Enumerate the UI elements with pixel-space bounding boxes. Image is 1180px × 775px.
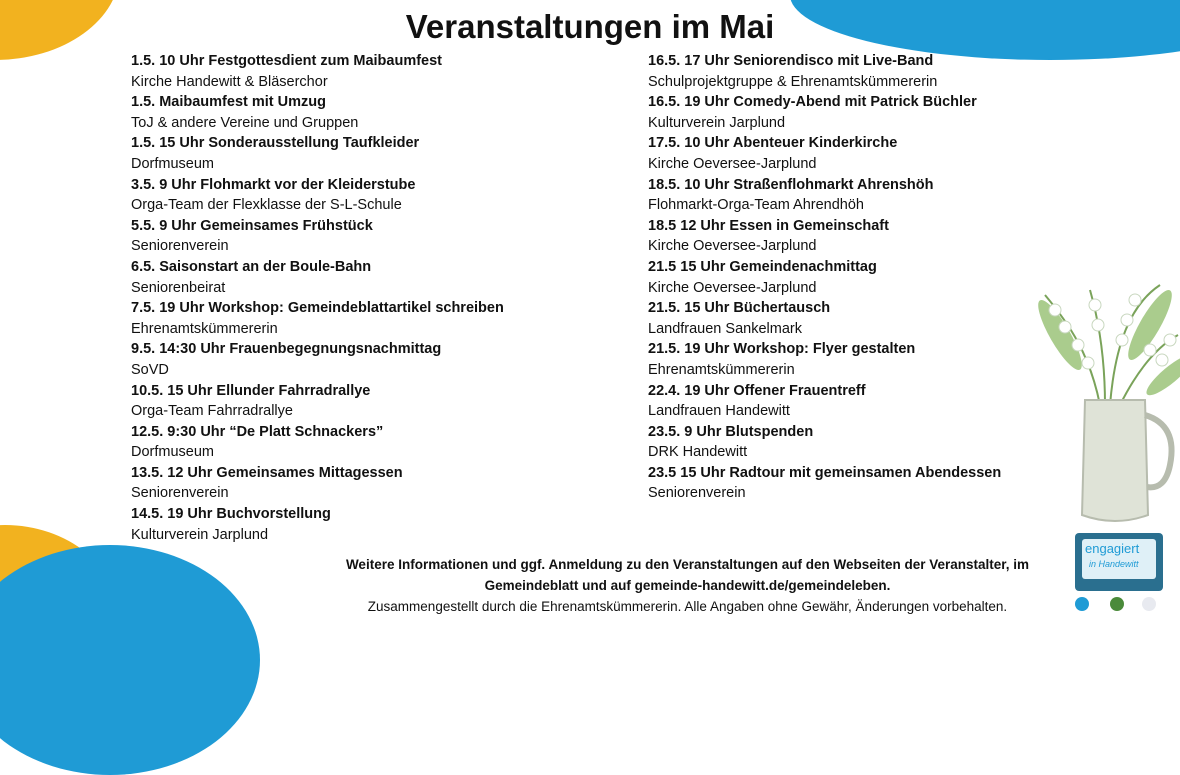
event-item (131, 422, 611, 463)
event-title: 21.5. 19 Uhr Workshop: Flyer gestalten (648, 341, 916, 358)
event-title: 5.5. 9 Uhr Gemeinsames Frühstück (131, 217, 373, 234)
event-title: 17.5. 10 Uhr Abenteuer Kinderkirche (648, 135, 898, 152)
event-title: 3.5. 9 Uhr Flohmarkt vor der Kleiderstube (131, 176, 416, 193)
event-item (648, 216, 1128, 257)
event-title: 1.5. 15 Uhr Sonderausstellung Taufkleider (131, 135, 420, 152)
event-title: 10.5. 15 Uhr Ellunder Fahrradrallye (131, 382, 371, 399)
event-organizer: Dorfmuseum (131, 444, 214, 461)
partner-logo-1 (1075, 597, 1089, 611)
logo-subtext: in Handewitt (1089, 559, 1139, 569)
event-title: 22.4. 19 Uhr Offener Frauentreff (648, 382, 866, 399)
event-organizer: Flohmarkt-Orga-Team Ahrendhöh (648, 197, 864, 214)
event-organizer: Ehrenamtskümmererin (648, 361, 795, 378)
event-item (131, 51, 611, 92)
event-organizer: Kirche Handewitt & Bläserchor (131, 73, 328, 90)
event-title: 1.5. Maibaumfest mit Umzug (131, 94, 326, 111)
event-item (648, 92, 1128, 133)
event-title: 16.5. 19 Uhr Comedy-Abend mit Patrick Büchler (648, 94, 977, 111)
footer-info-line-2: Gemeindeblatt und auf gemeinde-handewitt.de/gemeindeleben. (484, 578, 891, 593)
event-title: 12.5. 9:30 Uhr “De Platt Schnackers” (131, 423, 384, 440)
logo-text: engagiert (1085, 541, 1140, 556)
page-title: Veranstaltungen im Mai (405, 8, 775, 45)
engagiert-logo (1075, 533, 1163, 591)
partner-logo-3 (1142, 597, 1156, 611)
event-title: 18.5 12 Uhr Essen in Gemeinschaft (648, 217, 889, 234)
event-item (131, 504, 611, 545)
event-organizer: SoVD (131, 361, 169, 378)
event-title: 21.5 15 Uhr Gemeindenachmittag (648, 258, 877, 275)
footer-disclaimer: Zusammengestellt durch die Ehrenamtskümmererin. Alle Angaben ohne Gewähr, Änderungen vorbehalten. (367, 599, 1008, 614)
event-item (131, 463, 611, 504)
event-item (131, 175, 611, 216)
event-title: 16.5. 17 Uhr Seniorendisco mit Live-Band (648, 53, 934, 69)
decorative-blue-shape-bottom-left (0, 545, 260, 775)
event-item (131, 381, 611, 422)
event-organizer: ToJ & andere Vereine und Gruppen (131, 114, 359, 131)
partner-logo-2 (1110, 597, 1124, 611)
event-organizer: Dorfmuseum (131, 155, 214, 172)
event-item (131, 92, 611, 133)
event-title: 6.5. Saisonstart an der Boule-Bahn (131, 258, 372, 275)
event-organizer: Seniorenverein (648, 485, 746, 502)
footer (300, 554, 1075, 618)
events-column-left (131, 51, 611, 545)
event-organizer: Kirche Oeversee-Jarplund (648, 155, 817, 172)
event-organizer: Kulturverein Jarplund (131, 526, 269, 543)
event-item (131, 339, 611, 380)
event-title: 23.5 15 Uhr Radtour mit gemeinsamen Abendessen (648, 464, 1002, 481)
event-title: 14.5. 19 Uhr Buchvorstellung (131, 506, 331, 523)
event-organizer: Landfrauen Sankelmark (648, 320, 802, 337)
event-item (648, 175, 1128, 216)
event-organizer: Orga-Team Fahrradrallye (131, 403, 293, 420)
event-organizer: Seniorenverein (131, 485, 229, 502)
event-organizer: Kirche Oeversee-Jarplund (648, 238, 817, 255)
event-item (131, 298, 611, 339)
flower-vase-illustration (1030, 265, 1180, 530)
event-item (131, 133, 611, 174)
event-title: 1.5. 10 Uhr Festgottesdient zum Maibaumfest (131, 53, 443, 69)
event-organizer: DRK Handewitt (648, 444, 748, 461)
event-item (131, 216, 611, 257)
event-title: 21.5. 15 Uhr Büchertausch (648, 300, 831, 317)
event-title: 18.5. 10 Uhr Straßenflohmarkt Ahrenshöh (648, 176, 934, 193)
event-title: 13.5. 12 Uhr Gemeinsames Mittagessen (131, 464, 403, 481)
event-organizer: Kulturverein Jarplund (648, 114, 786, 131)
event-organizer: Seniorenverein (131, 238, 229, 255)
event-title: 7.5. 19 Uhr Workshop: Gemeindeblattartikel schreiben (131, 300, 504, 317)
event-organizer: Seniorenbeirat (131, 279, 226, 296)
event-title: 9.5. 14:30 Uhr Frauenbegegnungsnachmittag (131, 341, 442, 358)
event-item (131, 257, 611, 298)
event-title: 23.5. 9 Uhr Blutspenden (648, 423, 814, 440)
event-organizer: Landfrauen Handewitt (648, 403, 790, 420)
footer-info-line-1: Weitere Informationen und ggf. Anmeldung zu den Veranstaltungen auf den Webseiten der Veranstalter, im (345, 557, 1030, 572)
event-organizer: Schulprojektgruppe & Ehrenamtskümmererin (648, 73, 938, 90)
event-organizer: Ehrenamtskümmererin (131, 320, 278, 337)
event-item (648, 51, 1128, 92)
event-item (648, 133, 1128, 174)
event-organizer: Orga-Team der Flexklasse der S-L-Schule (131, 197, 402, 214)
event-organizer: Kirche Oeversee-Jarplund (648, 279, 817, 296)
